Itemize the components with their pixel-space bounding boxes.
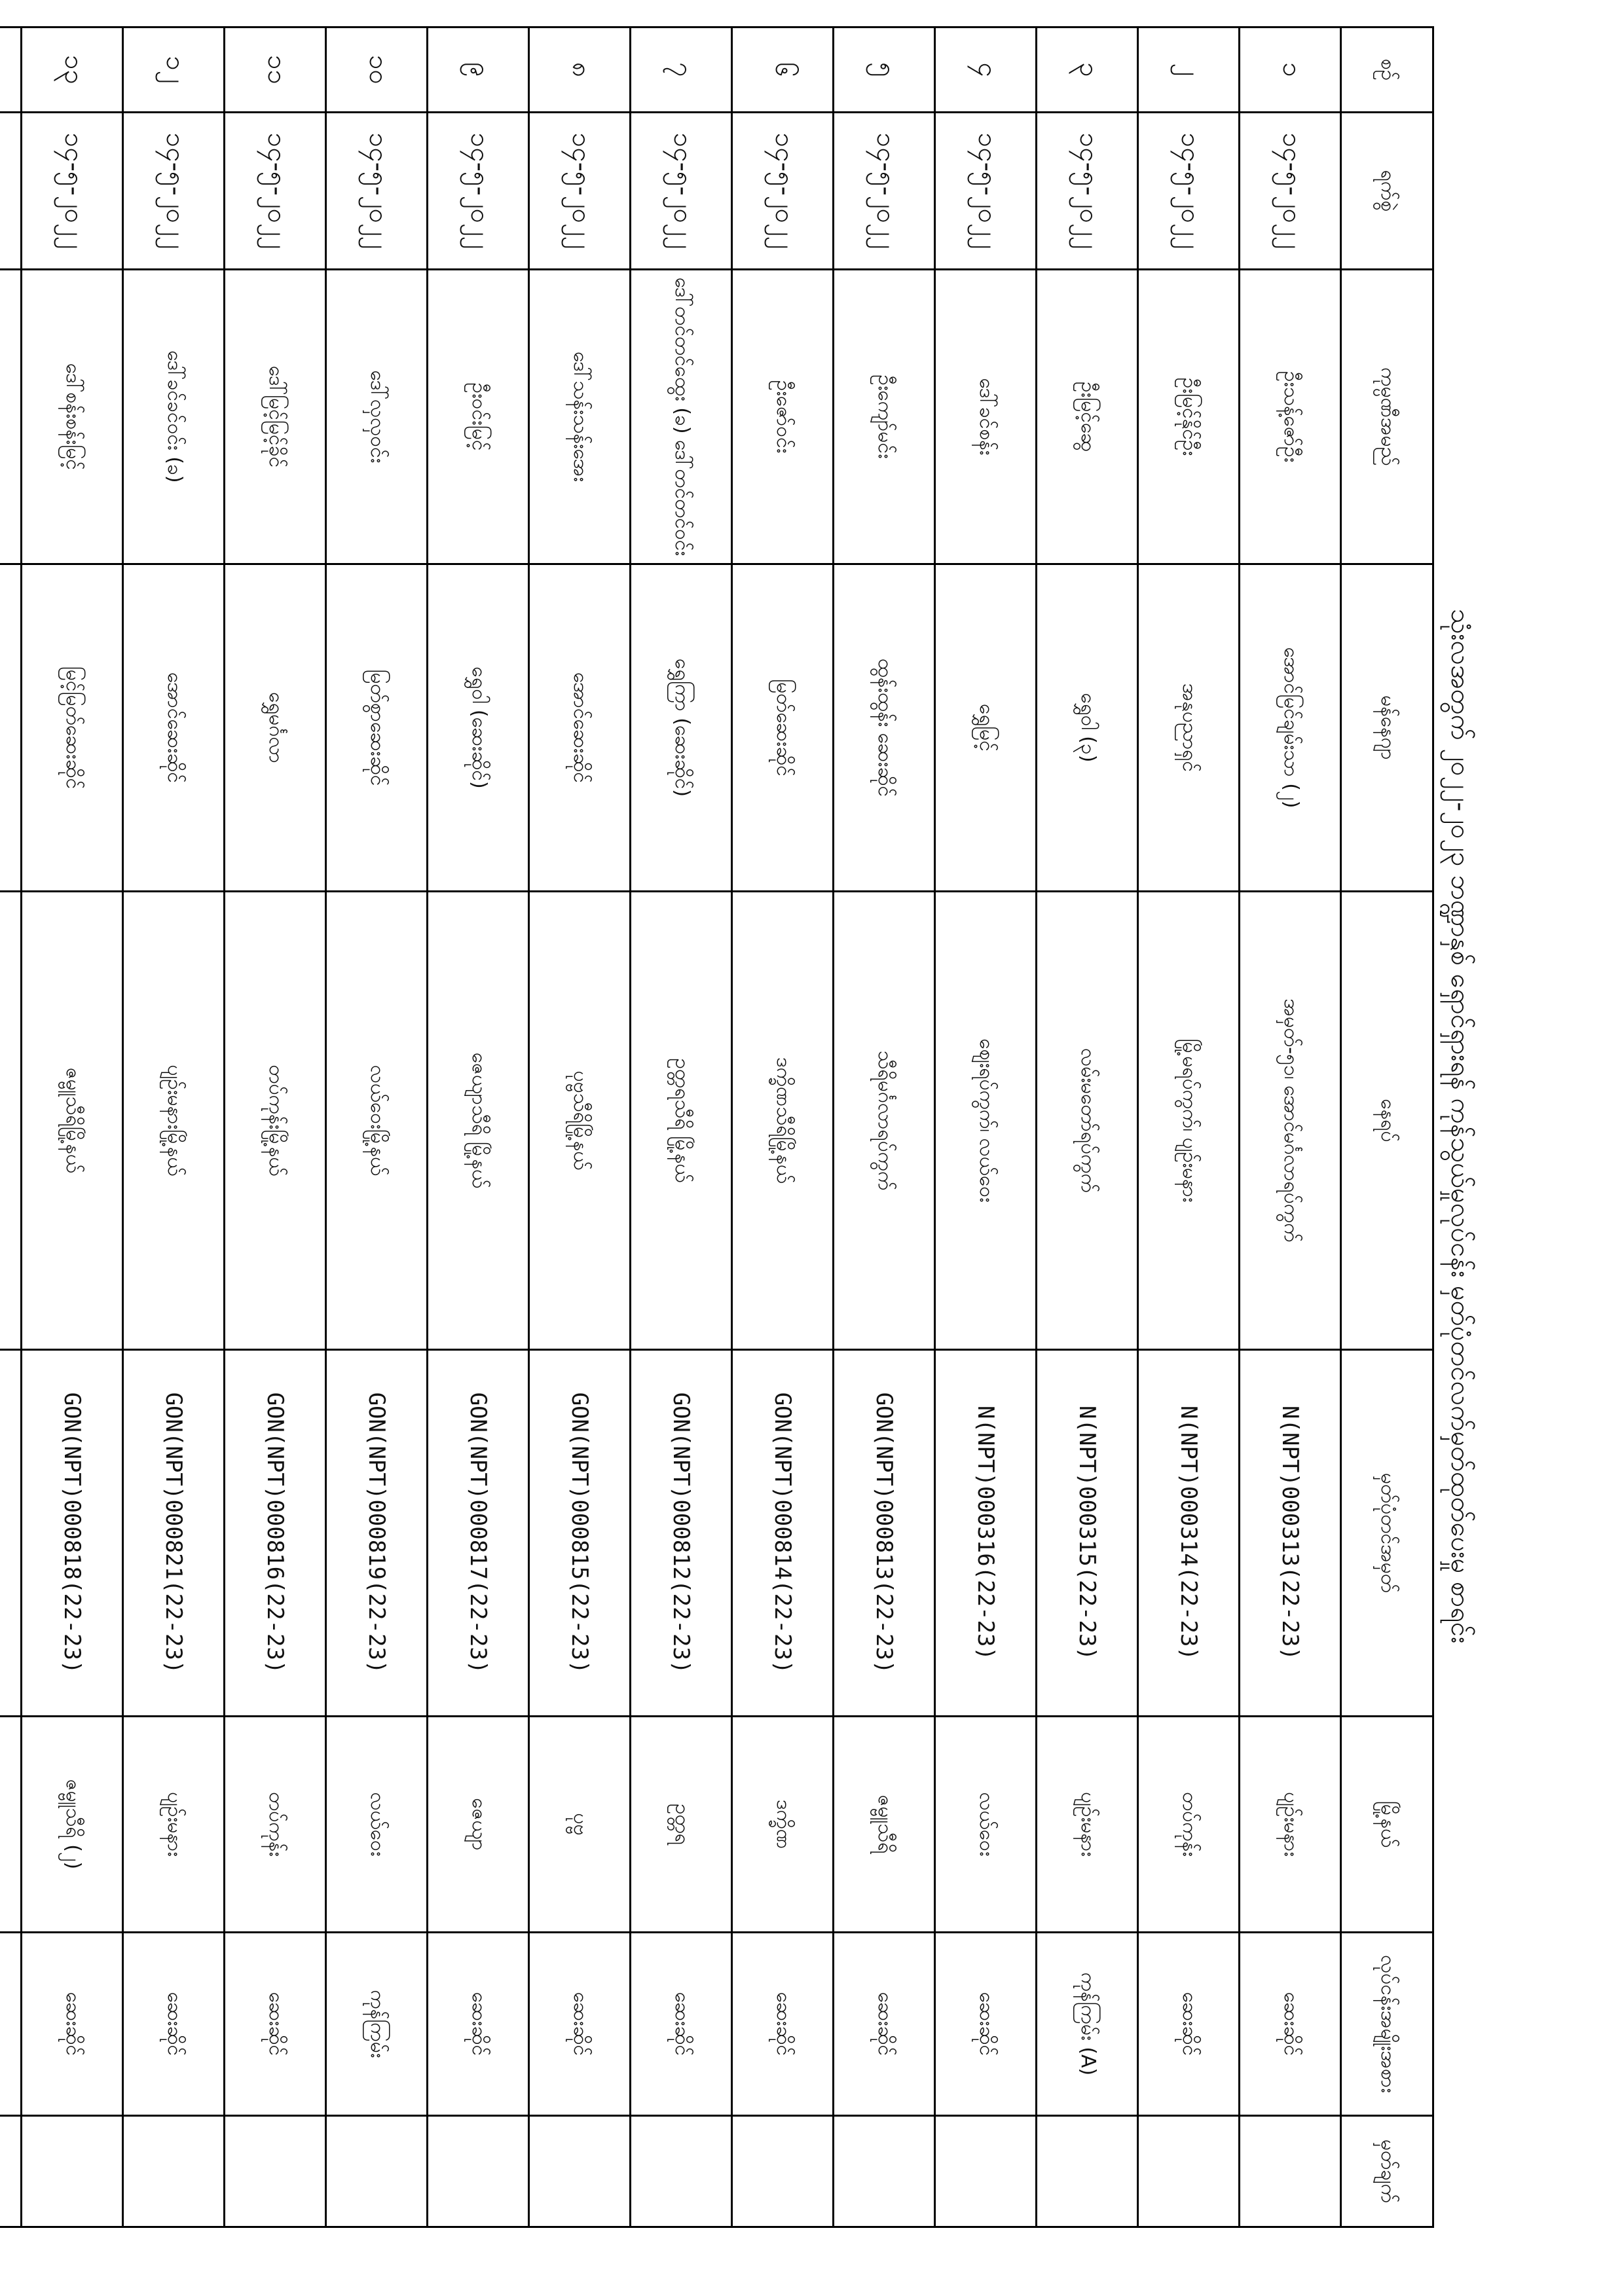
cell-type: ဆေးဆိုင် bbox=[22, 1933, 123, 2116]
cell-reg: GON(NPT)000816(22-23) bbox=[225, 1350, 326, 1717]
cell-type: ကုန်ကြမ်း (A) bbox=[1037, 1933, 1138, 2116]
cell-township: လယ်ဝေး bbox=[935, 1717, 1037, 1933]
cell-reg: N(NPT)000315(22-23) bbox=[1037, 1350, 1138, 1717]
cell-township: လယ်ဝေး bbox=[326, 1717, 428, 1933]
column-header-township: မြို့နယ် bbox=[1341, 1717, 1433, 1933]
cell-manager: ရွှေမင်္ဂလာ bbox=[225, 564, 326, 892]
cell-no: ၄ bbox=[935, 27, 1037, 113]
cell-address: မြို့မရပ်ကွက်၊ ပျဉ်းမနား bbox=[1138, 892, 1240, 1350]
table-row bbox=[732, 27, 834, 2227]
cell-no: ၅ bbox=[834, 27, 935, 113]
cell-remark bbox=[631, 2116, 732, 2227]
cell-remark bbox=[935, 2116, 1037, 2227]
cell-remark bbox=[123, 2116, 225, 2227]
cell-date: ၁၄-၅-၂၀၂၂ bbox=[834, 113, 935, 270]
rotated-table-sheet bbox=[33, 26, 1486, 2226]
cell-date: ၁၄-၅-၂၀၂၂ bbox=[123, 113, 225, 270]
cell-township: ပျဉ်းမနား bbox=[1240, 1717, 1341, 1933]
cell-manager: မြတ်စွာဆေးဆိုင် bbox=[326, 564, 428, 892]
cell-reg: GON(NPT)000817(22-23) bbox=[428, 1350, 529, 1717]
cell-empty bbox=[0, 1933, 22, 2116]
table-row bbox=[225, 27, 326, 2227]
cell-remark bbox=[732, 2116, 834, 2227]
cell-empty bbox=[0, 27, 22, 113]
cell-type: ဆေးဆိုင် bbox=[631, 1933, 732, 2116]
cell-type: ဆေးဆိုင် bbox=[1240, 1933, 1341, 2116]
column-header-no: စဉ် bbox=[1341, 27, 1433, 113]
table-row bbox=[326, 27, 428, 2227]
cell-type: ဆေးဆိုင် bbox=[935, 1933, 1037, 2116]
cell-manager: ရွှေဝါ (၃) bbox=[1037, 564, 1138, 892]
cell-name: ဒေါ်စန်းစန်းမြင့် bbox=[22, 270, 123, 564]
table-row bbox=[935, 27, 1037, 2227]
column-header-address: နေရပ် bbox=[1341, 892, 1433, 1350]
cell-date: ၁၄-၅-၂၀၂၂ bbox=[225, 113, 326, 270]
cell-address: ပျဉ်းမနားမြို့နယ် bbox=[123, 892, 225, 1350]
table-row bbox=[22, 27, 123, 2227]
column-header-remark: မှတ်ချက် bbox=[1341, 2116, 1433, 2227]
cell-township: ပျဉ်းမနား bbox=[123, 1717, 225, 1933]
column-header-name: ကုမ္ပဏီအမည် bbox=[1341, 270, 1433, 564]
cell-date: ၁၄-၅-၂၀၂၂ bbox=[631, 113, 732, 270]
cell-name: ဒေါ်သန်းသန်းအေး bbox=[529, 270, 631, 564]
table-row bbox=[834, 27, 935, 2227]
cell-type: ဆေးဆိုင် bbox=[1138, 1933, 1240, 2116]
column-header-manager: မန်နေဂျာ bbox=[1341, 564, 1433, 892]
cell-empty bbox=[0, 1350, 22, 1717]
cell-township: ဇေယျာ bbox=[428, 1717, 529, 1933]
cell-manager: အနုပညာရှင် bbox=[1138, 564, 1240, 892]
cell-remark bbox=[428, 2116, 529, 2227]
cell-no: ၃ bbox=[1037, 27, 1138, 113]
cell-date: ၁၄-၅-၂၀၂၂ bbox=[1037, 113, 1138, 270]
cell-address: ဇမ္ဗူသီရိမြို့နယ် bbox=[22, 892, 123, 1350]
cell-manager: အောင်ဆေးဆိုင် bbox=[123, 564, 225, 892]
cell-date: ၁၄-၅-၂၀၂၂ bbox=[1240, 113, 1341, 270]
cell-name: ဦးမြင့်ဆွေ bbox=[1037, 270, 1138, 564]
cell-name: ဒေါ်လှလှဝင်း bbox=[326, 270, 428, 564]
cell-date: ၁၄-၅-၂၀၂၂ bbox=[1138, 113, 1240, 270]
cell-manager: ထွန်းထွန်း ဆေးဆိုင် bbox=[834, 564, 935, 892]
cell-date: ၁၄-၅-၂၀၂၂ bbox=[529, 113, 631, 270]
cell-no: ၈ bbox=[529, 27, 631, 113]
cell-address: ပုဗ္ဗသီရိမြို့နယ် bbox=[529, 892, 631, 1350]
cell-manager: ရွှေကြာ (ဆေးဆိုင်) bbox=[631, 564, 732, 892]
table-header-row bbox=[1341, 27, 1433, 2227]
cell-date: ၁၄-၅-၂၀၂၂ bbox=[22, 113, 123, 270]
cell-name: ဦးဝင်းမြင့် bbox=[428, 270, 529, 564]
cell-type: ဆေးဆိုင် bbox=[225, 1933, 326, 2116]
cell-type: ဆေးဆိုင် bbox=[732, 1933, 834, 2116]
cell-empty bbox=[0, 1717, 22, 1933]
cell-address: လယ်ဝေးမြို့နယ် bbox=[326, 892, 428, 1350]
column-header-reg: မှတ်ပုံတင်အမှတ် bbox=[1341, 1350, 1433, 1717]
cell-address: ဥတ္တရသီရိ မြို့နယ် bbox=[631, 892, 732, 1350]
cell-reg: N(NPT)000316(22-23) bbox=[935, 1350, 1037, 1717]
cell-date: ၁၄-၅-၂၀၂၂ bbox=[732, 113, 834, 270]
cell-township: ဥတ္တရ bbox=[631, 1717, 732, 1933]
document-title: သုံးလအတွက် ၂၀၂၂-၂၀၂၃ ဘဏ္ဍာနှစ် ရှောင်ရှားရန် ကုန်သွယ်မှုလုပ်ငန်း မှတ်ပုံတင်လက်မှတ်ထုတ်ပေးမှု စာရင်း bbox=[1445, 608, 1475, 1644]
cell-manager: ရွှေမြင့် bbox=[935, 564, 1037, 892]
registration-table bbox=[0, 26, 1434, 2228]
cell-type: ဆေးဆိုင် bbox=[529, 1933, 631, 2116]
table-row bbox=[428, 27, 529, 2227]
cell-address: ဇေယျာသီရိ မြို့နယ် bbox=[428, 892, 529, 1350]
cell-no: ၇ bbox=[631, 27, 732, 113]
cell-no: ၁၁ bbox=[225, 27, 326, 113]
cell-township: ပျဉ်းမနား bbox=[1037, 1717, 1138, 1933]
cell-manager: အောင်ဆေးဆိုင် bbox=[529, 564, 631, 892]
cell-name: ဦးကျော်မင်း bbox=[834, 270, 935, 564]
cell-no: ၁၂ bbox=[123, 27, 225, 113]
cell-no: ၁၃ bbox=[22, 27, 123, 113]
table-row bbox=[529, 27, 631, 2227]
cell-reg: GON(NPT)000815(22-23) bbox=[529, 1350, 631, 1717]
cell-empty bbox=[0, 892, 22, 1350]
cell-reg: N(NPT)000314(22-23) bbox=[1138, 1350, 1240, 1717]
cell-name: ဒေါ်ခင်စန်း bbox=[935, 270, 1037, 564]
cell-type: ဆေးဆိုင် bbox=[428, 1933, 529, 2116]
cell-manager: မြတ်ဆေးဆိုင် bbox=[732, 564, 834, 892]
cell-address: ဒက္ခိဏသီရိမြို့နယ် bbox=[732, 892, 834, 1350]
cell-type: ကုန်ကြမ်း bbox=[326, 1933, 428, 2116]
cell-reg: GON(NPT)000814(22-23) bbox=[732, 1350, 834, 1717]
cell-remark bbox=[529, 2116, 631, 2227]
cell-manager: ရွှေဝါ (ဆေးဆိုင်) bbox=[428, 564, 529, 892]
cell-township: တပ်ကုန်း bbox=[225, 1717, 326, 1933]
cell-address: လမ်းမတော်ရပ်ကွက် bbox=[1037, 892, 1138, 1350]
cell-name: ဦးသန့်ဇော်ဦး bbox=[1240, 270, 1341, 564]
cell-date: ၁၄-၅-၂၀၂၂ bbox=[935, 113, 1037, 270]
column-header-type: လုပ်ငန်းအမျိုးအစား bbox=[1341, 1933, 1433, 2116]
cell-township: ဒက္ခိဏ bbox=[732, 1717, 834, 1933]
cell-no: ၁ bbox=[1240, 27, 1341, 113]
cell-address: ဈေးရပ်ကွက်၊ လယ်ဝေး bbox=[935, 892, 1037, 1350]
cell-address: တပ်ကုန်းမြို့နယ် bbox=[225, 892, 326, 1350]
table-row bbox=[631, 27, 732, 2227]
column-header-date: ရက်စွဲ bbox=[1341, 113, 1433, 270]
cell-remark bbox=[834, 2116, 935, 2227]
table-row bbox=[123, 27, 225, 2227]
cell-remark bbox=[1138, 2116, 1240, 2227]
cell-reg: GON(NPT)000812(22-23) bbox=[631, 1350, 732, 1717]
cell-type: ဆေးဆိုင် bbox=[123, 1933, 225, 2116]
cell-name: ဒေါ်မြင့်မြင့်ခိုင် bbox=[225, 270, 326, 564]
cell-no: ၁၀ bbox=[326, 27, 428, 113]
cell-remark bbox=[225, 2116, 326, 2227]
cell-date: ၁၄-၅-၂၀၂၂ bbox=[428, 113, 529, 270]
cell-manager: မြင့်မြတ်ဆေးဆိုင် bbox=[22, 564, 123, 892]
cell-name: ဦးမြင့်နိုင်ဦး bbox=[1138, 270, 1240, 564]
cell-reg: GON(NPT)000818(22-23) bbox=[22, 1350, 123, 1717]
cell-empty bbox=[0, 2116, 22, 2227]
cell-reg: N(NPT)000313(22-23) bbox=[1240, 1350, 1341, 1717]
cell-reg: GON(NPT)000821(22-23) bbox=[123, 1350, 225, 1717]
cell-address: သီရိမင်္ဂလာရပ်ကွက် bbox=[834, 892, 935, 1350]
table-row-empty bbox=[0, 27, 22, 2227]
cell-date: ၁၄-၅-၂၀၂၂ bbox=[326, 113, 428, 270]
cell-township: တပ်ကုန်း bbox=[1138, 1717, 1240, 1933]
cell-name: ဒေါ်တင်တင်ထွေး (ခ) ဒေါ်တင်တင်ဝင်း bbox=[631, 270, 732, 564]
cell-reg: GON(NPT)000813(22-23) bbox=[834, 1350, 935, 1717]
cell-remark bbox=[1037, 2116, 1138, 2227]
cell-remark bbox=[22, 2116, 123, 2227]
cell-no: ၆ bbox=[732, 27, 834, 113]
cell-name: ဒေါ်ခင်ခင်ဝင်း (ခ) bbox=[123, 270, 225, 564]
table-row bbox=[1138, 27, 1240, 2227]
table-body bbox=[0, 27, 1341, 2227]
cell-empty bbox=[0, 270, 22, 564]
cell-address: အမှတ်-၅၁၊ အောင်မင်္ဂလာရပ်ကွက် bbox=[1240, 892, 1341, 1350]
cell-empty bbox=[0, 564, 22, 892]
cell-township: ဇမ္ဗူသီရိ bbox=[834, 1717, 935, 1933]
cell-township: ပုဗ္ဗ bbox=[529, 1717, 631, 1933]
cell-name: ဦးဇော်ဝင်း bbox=[732, 270, 834, 564]
cell-remark bbox=[326, 2116, 428, 2227]
cell-empty bbox=[0, 113, 22, 270]
cell-township: ဇမ္ဗူသီရိ (၂) bbox=[22, 1717, 123, 1933]
cell-type: ဆေးဆိုင် bbox=[834, 1933, 935, 2116]
table-row bbox=[1240, 27, 1341, 2227]
cell-no: ၂ bbox=[1138, 27, 1240, 113]
cell-no: ၉ bbox=[428, 27, 529, 113]
cell-remark bbox=[1240, 2116, 1341, 2227]
cell-manager: အောင်မြင်ချမ်းသာ (၂) bbox=[1240, 564, 1341, 892]
table-row bbox=[1037, 27, 1138, 2227]
cell-reg: GON(NPT)000819(22-23) bbox=[326, 1350, 428, 1717]
